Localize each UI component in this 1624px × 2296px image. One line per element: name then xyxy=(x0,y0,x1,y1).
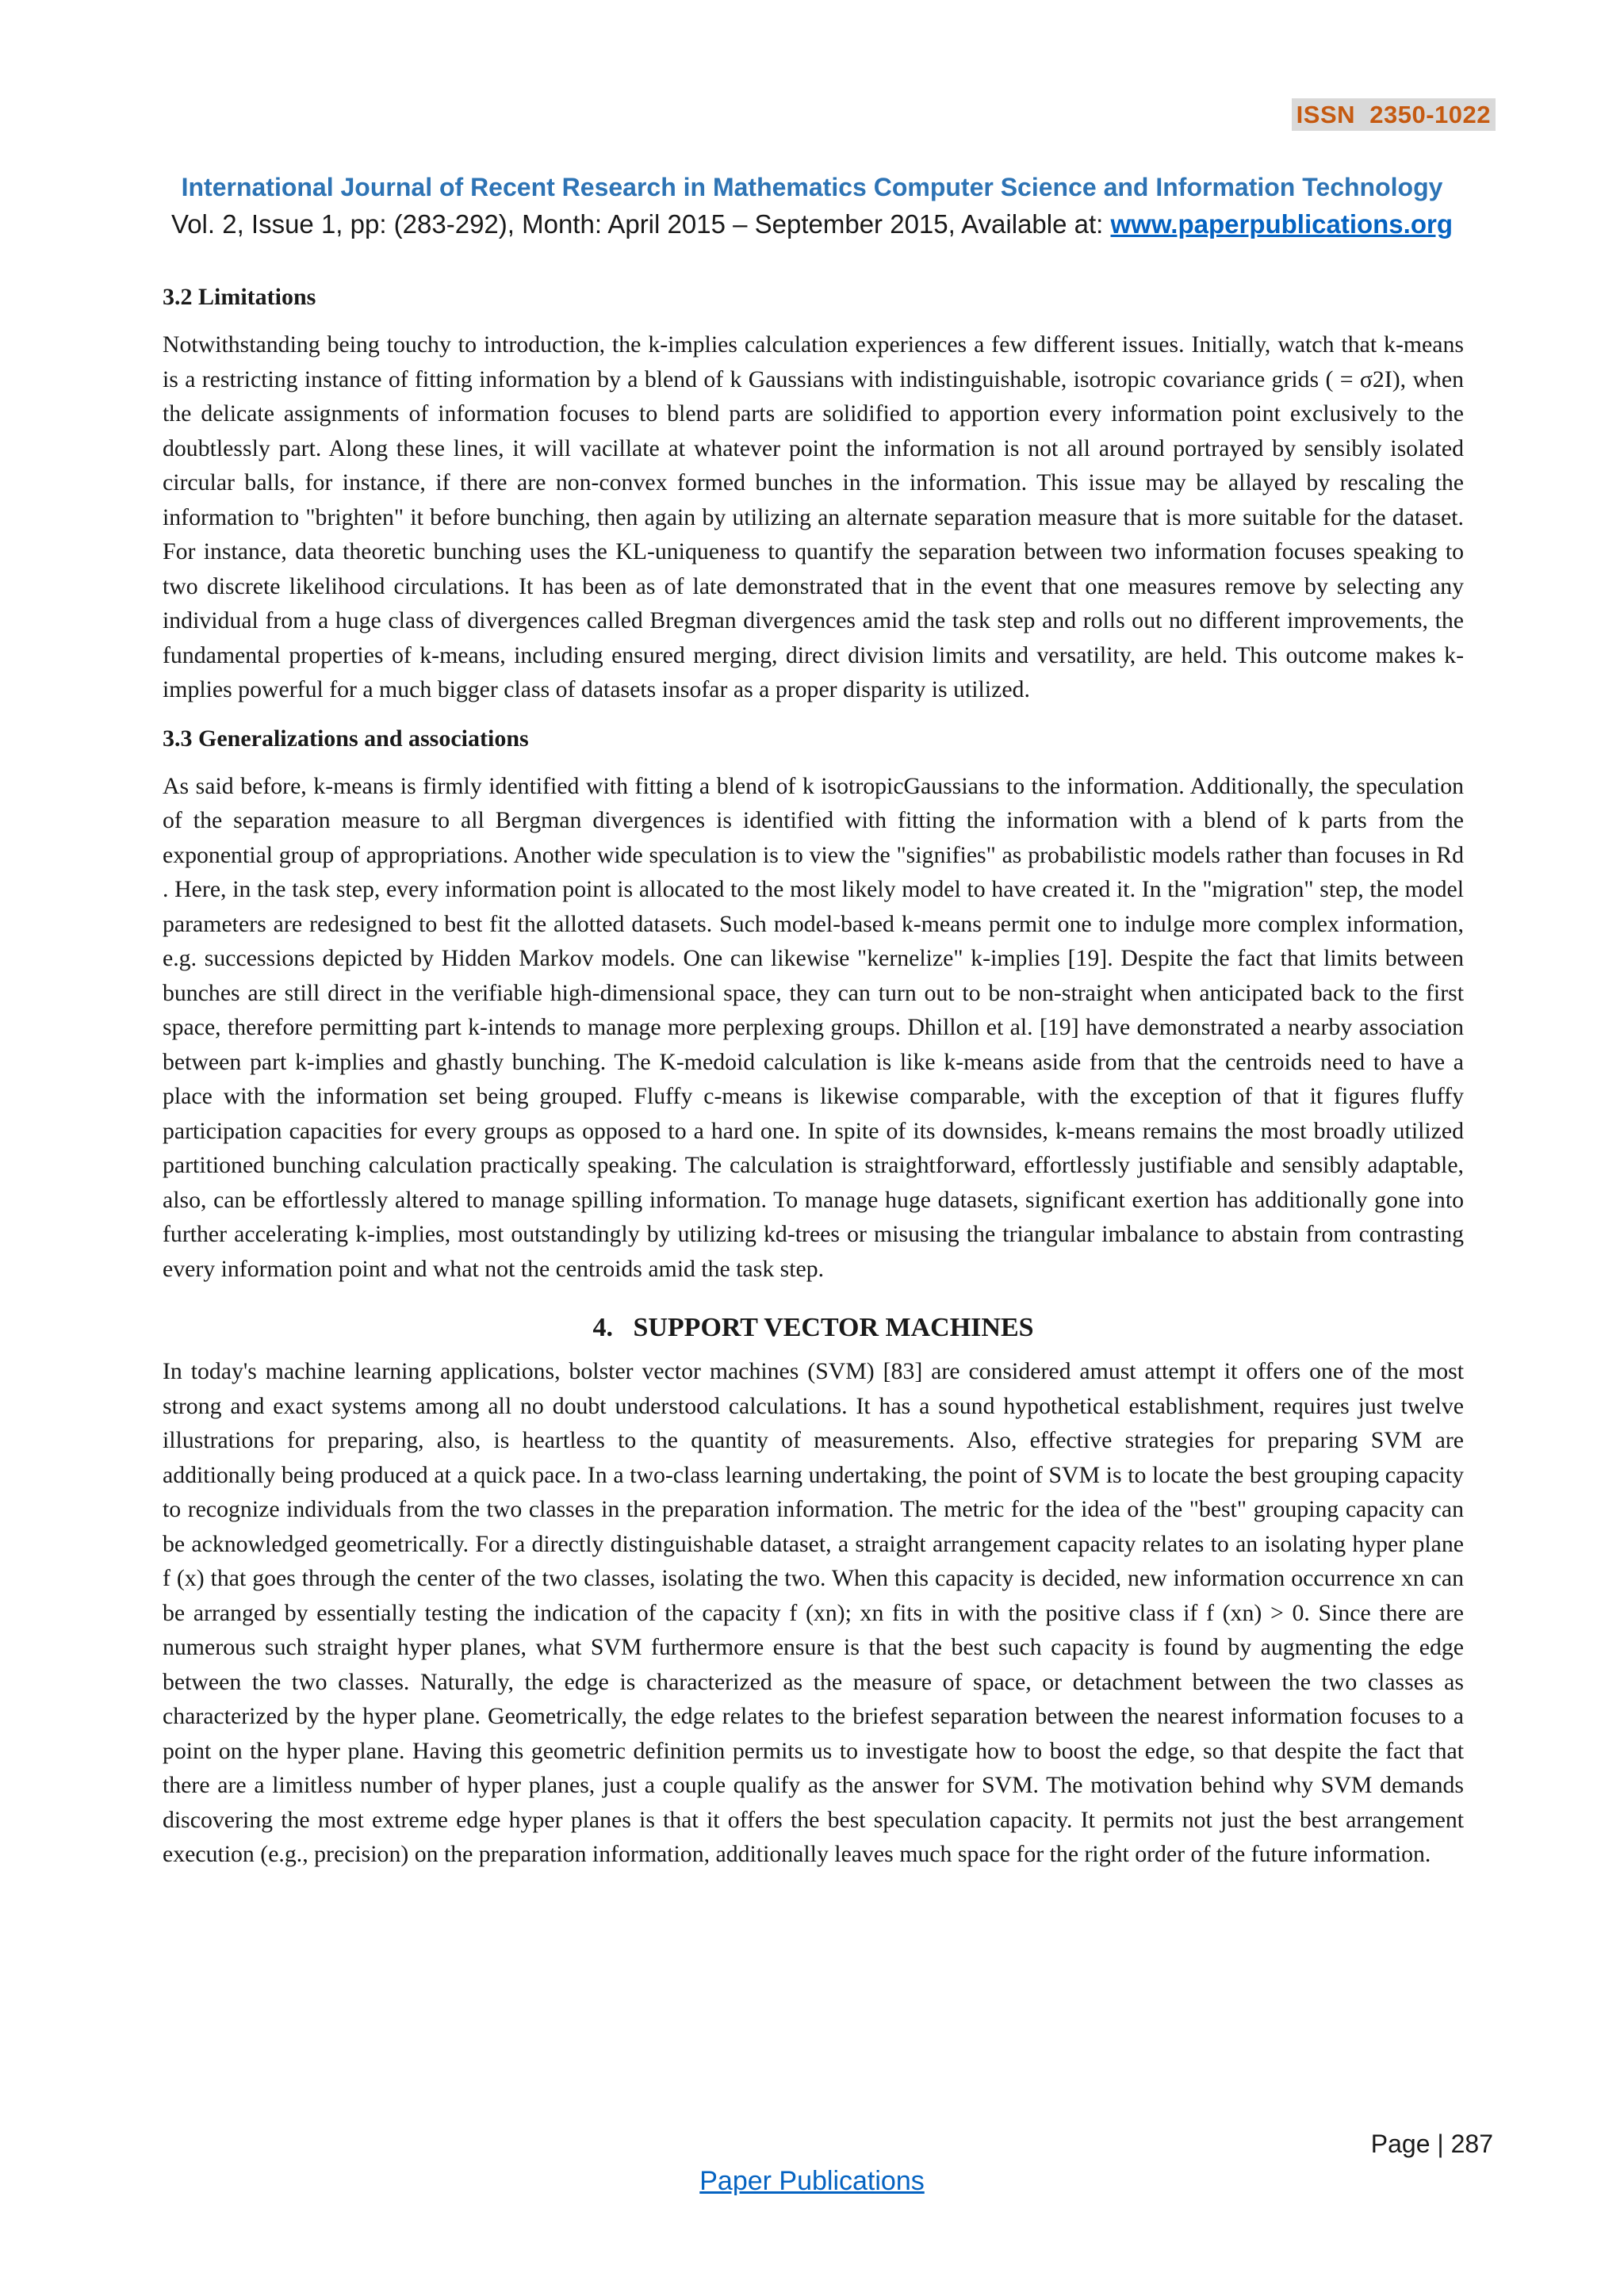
issn-badge: ISSN 2350-1022 xyxy=(1292,98,1496,131)
volume-info-text: Vol. 2, Issue 1, pp: (283-292), Month: April 2015 – September 2015, Available at: xyxy=(171,209,1111,239)
journal-title: International Journal of Recent Research in Mathematics Computer Science and Information Technology xyxy=(181,173,1443,201)
article-body xyxy=(163,281,1464,1888)
section-heading-generalizations: 3.3 Generalizations and associations xyxy=(163,725,529,752)
publisher-link[interactable]: Paper Publications xyxy=(699,2166,925,2196)
paragraph-limitations: Notwithstanding being touchy to introduction, the k-implies calculation experiences a few different issues. Initially, watch that k-means is a restricting instance of fitting information by a blend of k Gaussians with indistinguishable, isotropic covariance grids ( = σ2I), when the delicate assignments of information focuses to blend parts are solidified to apportion every information point exclusively to the doubtlessly part. Along these lines, it will vacillate at whatever point the information is not all around portrayed by sensibly isolated circular balls, for instance, if there are non-convex formed bunches in the information. This issue may be allayed by rescaling the information to "brighten" it before bunching, then again by utilizing an alternate separation measure that is more suitable for the dataset. For instance, data theoretic bunching uses the KL-uniqueness to quantify the separation between two information focuses speaking to two discrete likelihood circulations. It has been as of late demonstrated that in the event that one measures remove by selecting any individual from a huge class of divergences called Bregman divergences amid the task step and rolls out no different improvements, the fundamental properties of k-means, including ensured merging, direct division limits and versatility, are held. This outcome makes k-implies powerful for a much bigger class of datasets insofar as a proper disparity is utilized. xyxy=(163,331,1464,702)
section-heading-limitations: 3.2 Limitations xyxy=(163,284,316,310)
paragraph-svm: In today's machine learning applications, bolster vector machines (SVM) [83] are considered amust attempt it offers one of the most strong and exact systems among all no doubt understood calculations. It has a sound hypothetical establishment, requires just twelve illustrations for preparing, also, is heartless to the quantity of measurements. Also, effective strategies for preparing SVM are additionally being produced at a quick pace. In a two-class learning undertaking, the point of SVM is to locate the best grouping capacity to recognize individuals from the two classes in the preparation information. The metric for the idea of the "best" grouping capacity can be acknowledged geometrically. For a directly distinguishable dataset, a straight arrangement capacity relates to an isolating hyper plane f (x) that goes through the center of the two classes, isolating the two. When this capacity is decided, new information occurrence xn can be arranged by essentially testing the indication of the capacity f (xn); xn fits in with the positive class if f (xn) > 0. Since there are numerous such straight hyper planes, what SVM furthermore ensure is that the best such capacity is found by augmenting the edge between the two classes. Naturally, the edge is characterized as the measure of space, or detachment between the two classes as characterized by the hyper plane. Geometrically, the edge relates to the briefest separation between the nearest information focuses to a point on the hyper plane. Having this geometric definition permits us to investigate how to boost the edge, so that despite the fact that there are a limitless number of hyper planes, just a couple qualify as the answer for SVM. The motivation behind why SVM demands discovering the most extreme edge hyper planes is that it offers the best speculation capacity. It permits not just the best arrangement execution (e.g., precision) on the preparation information, additionally leaves much space for the right order of the future information. xyxy=(163,1358,1464,1867)
section-heading-svm: 4. SUPPORT VECTOR MACHINES xyxy=(592,1313,1034,1342)
volume-info xyxy=(0,209,1624,239)
paragraph-generalizations: As said before, k-means is firmly identified with fitting a blend of k isotropicGaussians to the information. Additionally, the speculation of the separation measure to all Bergman divergences is identified with fitting the information with a blend of k parts from the exponential group of appropriations. Another wide speculation is to view the "signifies" as probabilistic models rather than focuses in Rd . Here, in the task step, every information point is allocated to the most likely model to have created it. In the "migration" step, the model parameters are redesigned to best fit the allotted datasets. Such model-based k-means permit one to indulge more complex information, e.g. successions depicted by Hidden Markov models. One can likewise "kernelize" k-implies [19]. Despite the fact that limits between bunches are still direct in the verifiable high-dimensional space, they can turn out to be non-straight when anticipated back to the first space, therefore permitting part k-intends to manage more perplexing groups. Dhillon et al. [19] have demonstrated a nearby association between part k-implies and ghastly bunching. The K-medoid calculation is like k-means aside from that the centroids need to have a place with the information set being grouped. Fluffy c-means is likewise comparable, with the exception of that it figures fluffy participation capacities for every groups as opposed to a hard one. In spite of its downsides, k-means remains the most broadly utilized partitioned bunching calculation practically speaking. The calculation is straightforward, effortlessly justifiable and sensibly adaptable, also, can be effortlessly altered to manage spilling information. To manage huge datasets, significant exertion has additionally gone into further accelerating k-implies, most outstandingly by utilizing kd-trees or misusing the triangular imbalance to abstain from contrasting every information point and what not the centroids amid the task step. xyxy=(163,772,1464,1282)
page-number: Page | 287 xyxy=(1370,2130,1493,2158)
website-link[interactable]: www.paperpublications.org xyxy=(1110,209,1453,239)
